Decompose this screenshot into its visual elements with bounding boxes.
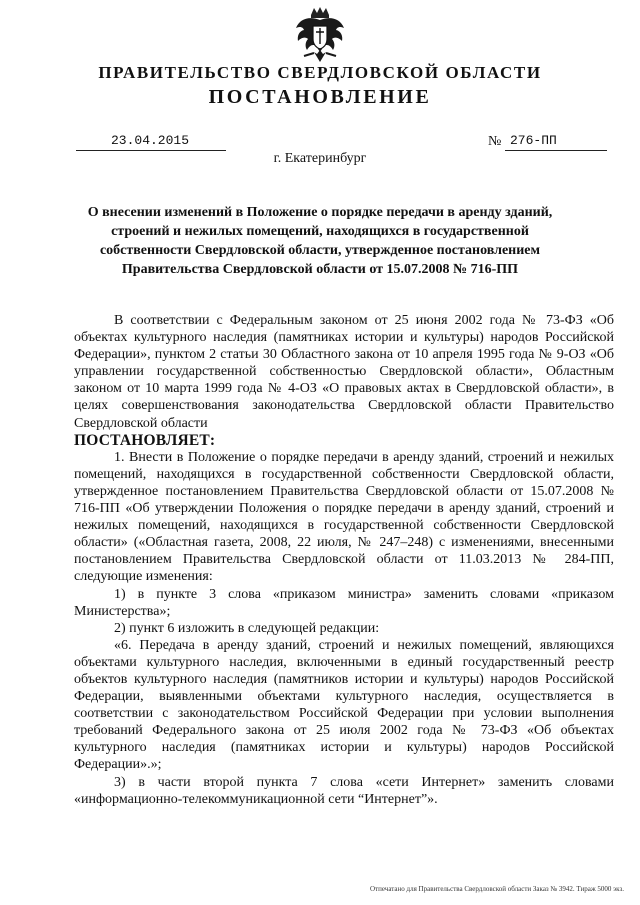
document-type: ПОСТАНОВЛЕНИЕ: [208, 86, 432, 108]
decree-number: 276-ПП: [510, 133, 557, 148]
item-6-quote-paragraph: «6. Передача в аренду зданий, строений и нежилых помещений, являющихся объектами культурного наследия, включенными в единый государственный реестр объектов культурного наследия (памятников истории и культуры) народов Российской Федерации, выявленными объектами культурного наследия, осуществляется в соответствии с законодательством Российской Федерации при условии выполнения требований Федерального закона от 25 июля 2002 года № 73-ФЗ «Об объектах культурного наследия (памятниках истории и культуры) народов Российской Федерации».»;: [74, 637, 614, 773]
print-footer: Отпечатано для Правительства Свердловской области Заказ № 3942. Тираж 5000 экз.: [370, 885, 624, 893]
document-heading: О внесении изменений в Положение о порядке передачи в аренду зданий, строений и нежилых помещений, находящихся в государственной собственности Свердловской области, утвержденное постановлением Правительства Свердловской области от 15.07.2008 № 716-ПП: [87, 205, 553, 277]
preamble-paragraph: В соответствии с Федеральным законом от 25 июня 2002 года № 73-ФЗ «Об объектах культурного наследия (памятниках истории и культуры) народов Российской Федерации», пунктом 2 статьи 30 Областного закона от 10 апреля 1995 года № 9-ОЗ «Об управлении государственной собственностью Свердловской области», Областным законом от 10 марта 1999 года № 4-ОЗ «О правовых актах в Свердловской области», в целях совершенствования законодательства Свердловской области Правительство Свердловской области: [74, 313, 614, 431]
subitem-3-paragraph: 3) в части второй пункта 7 слова «сети Интернет» заменить словами «информационно-телекоммуникационной сети “Интернет”».: [74, 774, 614, 807]
number-sign: №: [488, 134, 502, 149]
subitem-1-paragraph: 1) в пункте 3 слова «приказом министра» заменить словами «приказом Министерства»;: [74, 586, 614, 619]
coat-of-arms-icon: [294, 6, 346, 64]
document-body: [74, 312, 614, 808]
resolves-heading: ПОСТАНОВЛЯЕТ:: [74, 431, 216, 449]
government-name: ПРАВИТЕЛЬСТВО СВЕРДЛОВСКОЙ ОБЛАСТИ: [98, 63, 542, 82]
decree-date: 23.04.2015: [110, 133, 189, 148]
subitem-2-paragraph: 2) пункт 6 изложить в следующей редакции:: [114, 620, 380, 636]
item-1-paragraph: 1. Внести в Положение о порядке передачи в аренду зданий, строений и нежилых помещений, находящихся в государственной собственности Свердловской области, утвержденное постановлением Правительства Свердловской области от 15.07.2008 № 716-ПП «Об утверждении Положения о порядке передачи в аренду зданий, строений и нежилых помещений, находящихся в государственной собственности Свердловской области» («Областная газета, 2008, 22 июля, № 247–248) с изменениями, внесенными постановлением Правительства Свердловской области от 11.03.2013 № 284-ПП, следующие изменения:: [74, 449, 614, 585]
city: г. Екатеринбург: [273, 151, 367, 166]
